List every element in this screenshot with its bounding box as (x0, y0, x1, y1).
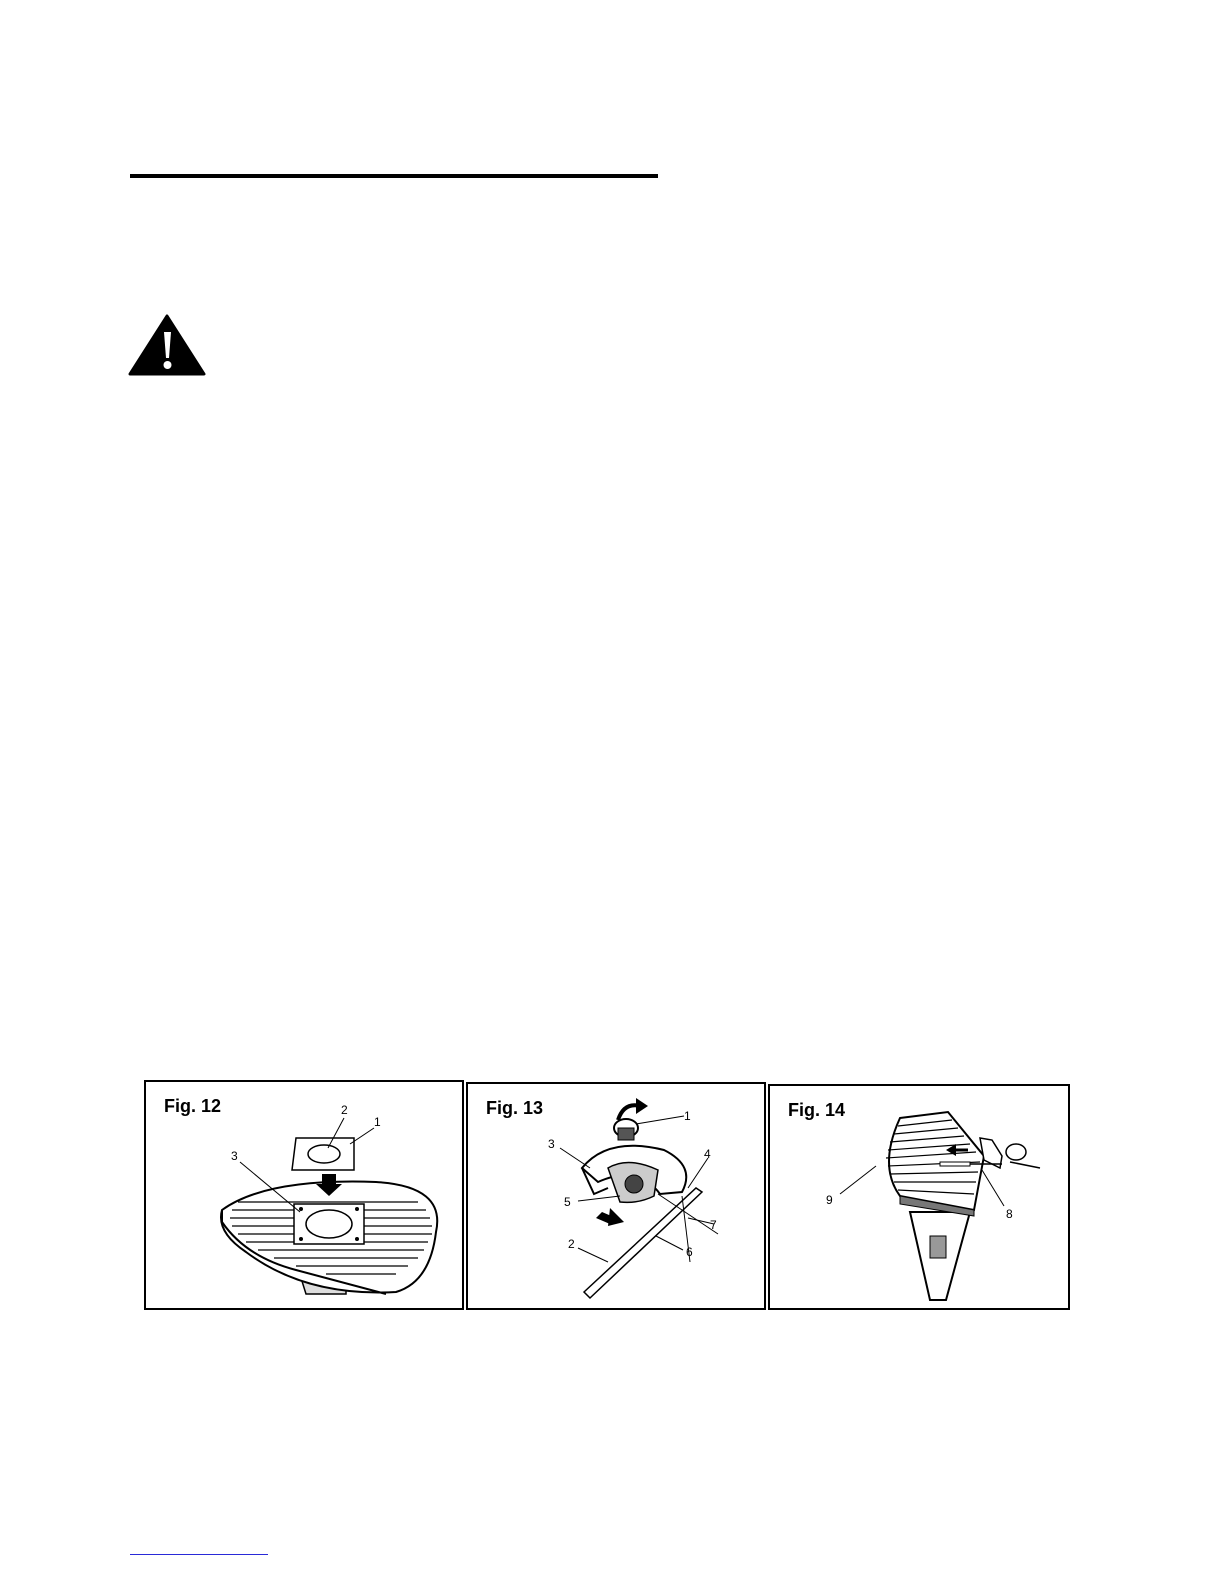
section-heading-rule (130, 174, 658, 178)
figure-14 (768, 1084, 1070, 1310)
figure-14-illustration (770, 1086, 1070, 1310)
figure-12-illustration (146, 1082, 464, 1310)
figure-14-callout-9: 9 (826, 1193, 833, 1207)
figure-12-title: Fig. 12 (164, 1096, 222, 1116)
figure-12-callout-3: 3 (231, 1149, 238, 1163)
figure-14-callout-8: 8 (1006, 1207, 1013, 1221)
warning-triangle-icon (128, 314, 206, 376)
figure-13-illustration (468, 1084, 766, 1310)
figure-13-callout-6: 6 (686, 1245, 693, 1259)
figure-13-callout-1: 1 (684, 1109, 691, 1123)
figure-13-title: Fig. 13 (486, 1098, 544, 1118)
figure-13-callout-3: 3 (548, 1137, 555, 1151)
footnote-link-underline[interactable] (130, 1554, 268, 1555)
figure-12 (144, 1080, 464, 1310)
figure-13-callout-7: 7 (710, 1218, 717, 1232)
figure-12-callout-1: 1 (374, 1115, 381, 1129)
figure-13-callout-2: 2 (568, 1237, 575, 1251)
figure-13-callout-4: 4 (704, 1147, 711, 1161)
figure-13-callout-5: 5 (564, 1195, 571, 1209)
figure-12-callout-2: 2 (341, 1103, 348, 1117)
figure-13 (466, 1082, 766, 1310)
figure-14-title: Fig. 14 (788, 1100, 846, 1120)
